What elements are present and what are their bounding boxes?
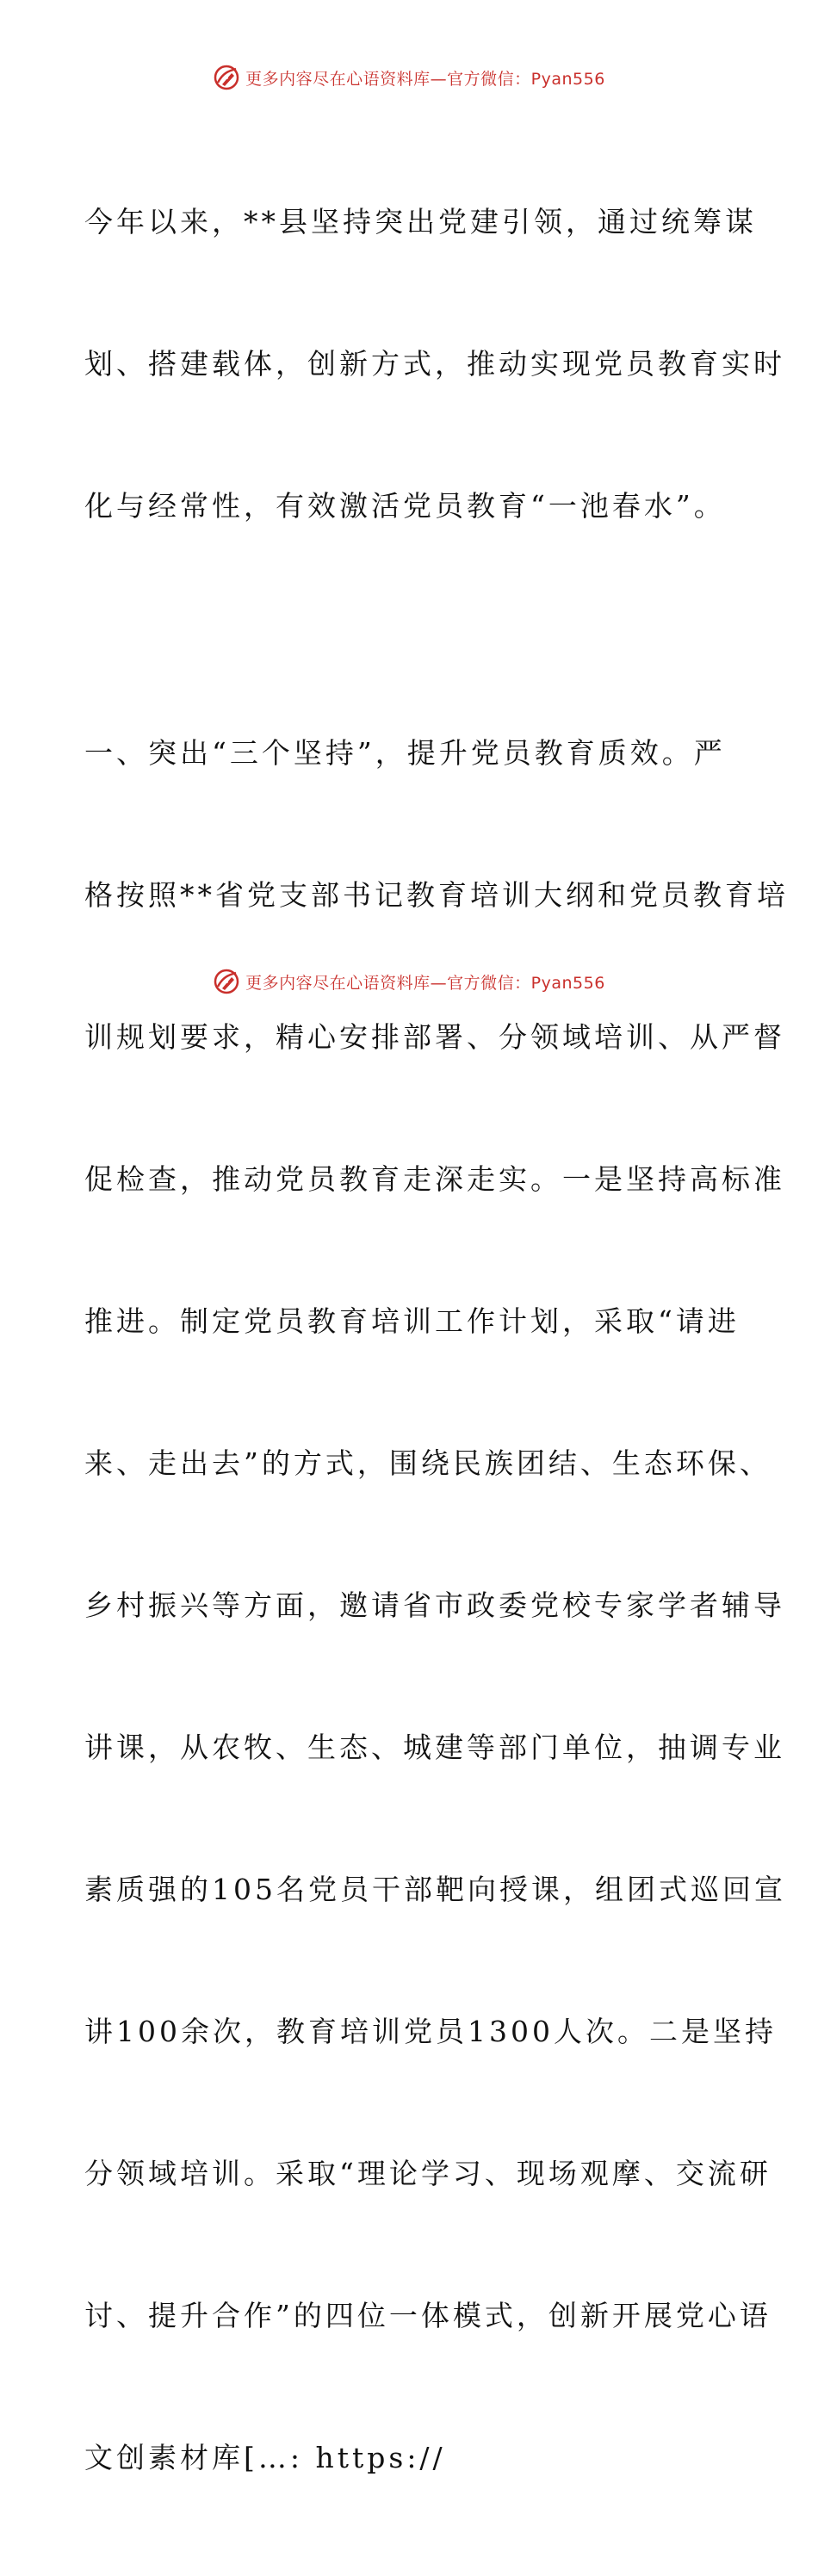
- text-line: 一、突出“三个坚持”，提升党员教育质效。严: [84, 736, 726, 770]
- text-line: 文创素材库[…: https://: [84, 2441, 446, 2474]
- paragraph-intro: [84, 103, 785, 624]
- footer-watermark-banner: [0, 966, 818, 997]
- text-line: 训规划要求，精心安排部署、分领域培训、从严督: [84, 1020, 785, 1054]
- text-line: 讲课，从农牧、生态、城建等部门单位，抽调专业: [84, 1731, 785, 1764]
- text-line: 讲100余次，教育培训党员1300人次。二是坚持: [84, 2015, 777, 2048]
- text-line: 格按照**省党支部书记教育培训大纲和党员教育培: [84, 878, 789, 912]
- header-watermark-text: 更多内容尽在心语资料库—官方微信：Pyan556: [245, 69, 605, 89]
- text-line: 乡村振兴等方面，邀请省市政委党校专家学者辅导: [84, 1588, 785, 1622]
- document-body: [84, 103, 789, 2576]
- text-line: 划、搭建载体，创新方式，推动实现党员教育实时: [84, 347, 785, 381]
- text-line: 讨、提升合作”的四位一体模式，创新开展党心语: [84, 2299, 772, 2332]
- text-line: 来、走出去”的方式，围绕民族团结、生态环保、: [84, 1446, 772, 1480]
- paragraph-section-one: [84, 635, 789, 2576]
- header-watermark-banner: [0, 62, 818, 93]
- text-line: 促检查，推动党员教育走深走实。一是坚持高标准: [84, 1162, 785, 1196]
- text-line: 今年以来，**县坚持突出党建引领，通过统筹谋: [84, 205, 757, 238]
- text-line: 素质强的105名党员干部靶向授课，组团式巡回宣: [84, 1873, 786, 1906]
- pen-logo-icon: [213, 64, 240, 91]
- text-line: 化与经常性，有效激活党员教育“一池春水”。: [84, 489, 726, 523]
- pen-logo-icon: [213, 968, 240, 995]
- text-line: 推进。制定党员教育培训工作计划，采取“请进: [84, 1304, 740, 1338]
- text-line: 分领域培训。采取“理论学习、现场观摩、交流研: [84, 2157, 772, 2190]
- footer-watermark-text: 更多内容尽在心语资料库—官方微信：Pyan556: [245, 973, 605, 993]
